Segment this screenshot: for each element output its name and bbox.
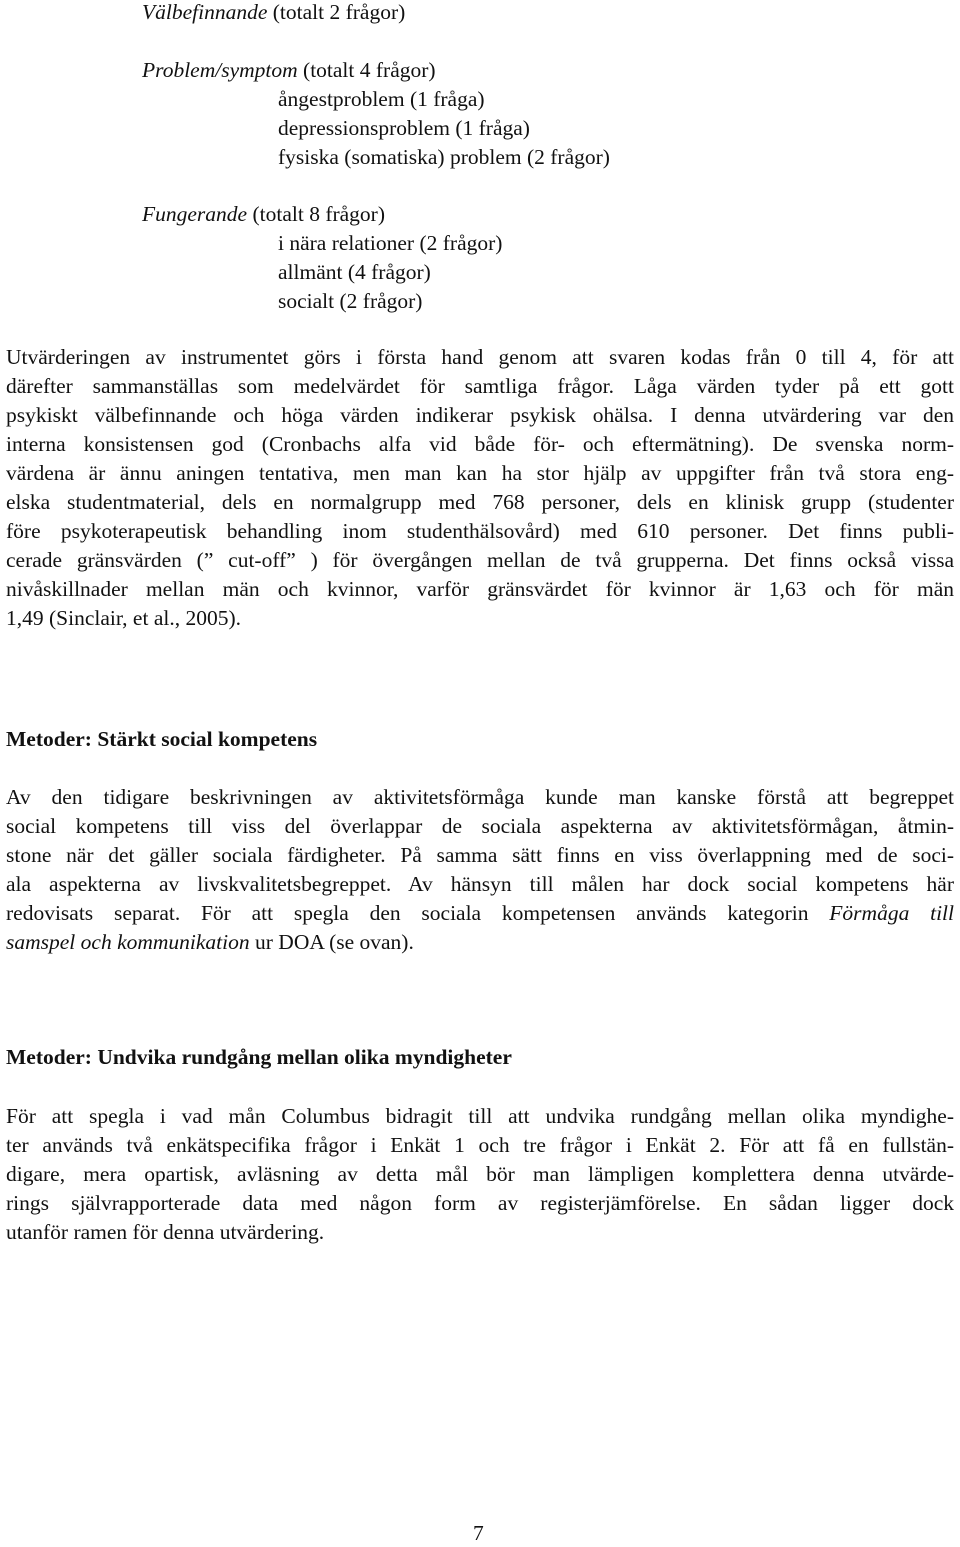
paragraph-line: ter används två enkätspecifika frågor i Enkät 1 och tre frågor i Enkät 2. För att få en fullstän- [6, 1133, 954, 1157]
page-number: 7 [473, 1521, 484, 1545]
paragraph-line [6, 928, 954, 956]
paragraph-line: Utvärderingen av instrumentet görs i första hand genom att svaren kodas från 0 till 4, för att [6, 345, 954, 369]
subscale-item: fysiska (somatiska) problem (2 frågor) [278, 145, 610, 169]
paragraph-line: 1,49 (Sinclair, et al., 2005). [6, 606, 241, 630]
paragraph-line: För att spegla i vad mån Columbus bidragit till att undvika rundgång mellan olika myndighe- [6, 1104, 954, 1128]
paragraph-line: utanför ramen för denna utvärdering. [6, 1220, 325, 1244]
paragraph-line: stone när det gäller sociala färdigheter. På samma sätt finns en viss överlappning med de soci- [6, 843, 954, 867]
paragraph-line: ala aspekterna av livskvalitetsbegreppet. Av hänsyn till målen har dock social kompetens här [6, 872, 954, 896]
subscale-item: depressionsproblem (1 fråga) [278, 116, 530, 140]
paragraph-line: före psykoterapeutisk behandling inom studenthälsovård) med 610 personer. Det finns publi- [6, 519, 954, 543]
scale-count: (totalt 8 frågor) [252, 202, 385, 226]
subscale-item: socialt (2 frågor) [278, 289, 423, 313]
paragraph-text: ur DOA (se ovan). [249, 930, 414, 954]
section-heading: Metoder: Undvika rundgång mellan olika myndigheter [6, 1045, 512, 1069]
subscale-item: ångestproblem (1 fråga) [278, 87, 485, 111]
paragraph-line: digare, mera opartisk, avläsning av detta mål bör man lämpligen komplettera denna utvärde- [6, 1162, 954, 1186]
paragraph-line: nivåskillnader mellan män och kvinnor, varför gränsvärdet för kvinnor är 1,63 och för män [6, 577, 954, 601]
paragraph-line: värdena är ännu aningen tentativa, men man kan ha stor hjälp av uppgifter från två stora eng- [6, 461, 954, 485]
paragraph-line: Av den tidigare beskrivningen av aktivitetsförmåga kunde man kanske förstå att begreppet [6, 785, 954, 809]
subscale-item: i nära relationer (2 frågor) [278, 231, 503, 255]
scale-count: (totalt 4 frågor) [303, 58, 436, 82]
paragraph-line: därefter sammanställas som medelvärdet för samtliga frågor. Låga värden tyder på ett gott [6, 374, 954, 398]
paragraph-text: redovisats separat. För att spegla den sociala kompetensen används kategorin [6, 901, 830, 925]
scale-name: Fungerande [142, 202, 248, 226]
scale-problems [142, 56, 436, 84]
paragraph-line [6, 899, 954, 927]
section-heading: Metoder: Stärkt social kompetens [6, 727, 318, 751]
paragraph-line: cerade gränsvärden (” cut-off” ) för övergången mellan de två grupperna. Det finns också vissa [6, 548, 954, 572]
scale-count: (totalt 2 frågor) [272, 0, 406, 24]
category-name: Förmåga till [829, 901, 954, 925]
paragraph-line: social kompetens till viss del överlappar de sociala aspekterna av aktivitetsförmågan, åtmin- [6, 814, 954, 838]
paragraph-line: interna konsistensen god (Cronbachs alfa vid både för- och eftermätning). De svenska norm- [6, 432, 954, 456]
paragraph-line: rings självrapporterade data med någon form av registerjämförelse. En sådan ligger dock [6, 1191, 954, 1215]
scale-name: Problem/symptom [142, 58, 298, 82]
scale-wellbeing [142, 0, 405, 26]
category-name: samspel och kommunikation [6, 930, 250, 954]
scale-functioning [142, 200, 385, 228]
paragraph-line: psykiskt välbefinnande och höga värden indikerar psykisk ohälsa. I denna utvärdering var den [6, 403, 954, 427]
subscale-item: allmänt (4 frågor) [278, 260, 431, 284]
paragraph-line: elska studentmaterial, dels en normalgrupp med 768 personer, dels en klinisk grupp (studenter [6, 490, 954, 514]
scale-name: Välbefinnande [142, 0, 268, 24]
